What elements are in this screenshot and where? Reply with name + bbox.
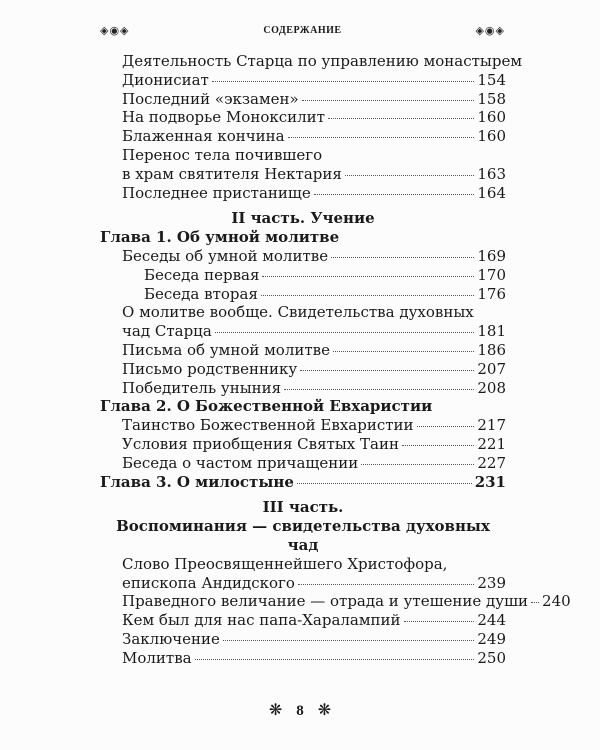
toc-entry bbox=[100, 341, 506, 360]
page-ref: 244 bbox=[477, 611, 506, 630]
entry-title: Беседы об умной молитве bbox=[122, 246, 329, 265]
entry-title: О молитве вообще. Свидетельства духовных bbox=[122, 303, 474, 322]
toc-entry bbox=[100, 555, 506, 574]
leader-dots bbox=[417, 426, 475, 427]
leader-dots bbox=[402, 445, 474, 446]
page-ref: 154 bbox=[477, 70, 506, 89]
leader-dots bbox=[331, 257, 474, 258]
toc-entry bbox=[100, 435, 506, 454]
entry-title: Беседа вторая bbox=[144, 284, 258, 303]
entry-title: Глава 3. О милостыне bbox=[100, 472, 294, 491]
page-ref: 239 bbox=[477, 573, 506, 592]
leader-dots bbox=[284, 389, 474, 390]
ornament-icon: ◈◉◈ bbox=[100, 23, 130, 37]
toc-entry bbox=[100, 165, 506, 184]
entry-title: Таинство Божественной Евхаристии bbox=[122, 416, 414, 435]
entry-title: епископа Андидского bbox=[122, 573, 295, 592]
entry-title: Праведного величание — отрада и утешение души bbox=[122, 592, 529, 611]
toc-entry bbox=[100, 184, 506, 203]
entry-title: Дионисиат bbox=[122, 70, 209, 89]
ornament-icon: ◈◉◈ bbox=[475, 23, 505, 37]
entry-title: чад Старца bbox=[122, 322, 212, 341]
leader-dots bbox=[223, 640, 474, 641]
toc-entry bbox=[100, 303, 506, 322]
toc-entry bbox=[100, 574, 506, 593]
entry-title: Письма об умной молитве bbox=[122, 340, 330, 359]
entry-title: Молитва bbox=[122, 648, 192, 667]
page-ref: 186 bbox=[477, 340, 506, 359]
entry-title: Последнее пристанище bbox=[122, 183, 311, 202]
entry-title: На подворье Моноксилит bbox=[122, 108, 325, 127]
leader-dots bbox=[531, 602, 539, 603]
page-ref: 221 bbox=[477, 434, 506, 453]
page-ref: 176 bbox=[477, 284, 506, 303]
entry-title: Глава 1. Об умной молитве bbox=[100, 228, 340, 247]
leader-dots bbox=[195, 659, 475, 660]
toc-entry bbox=[100, 285, 506, 304]
leader-dots bbox=[361, 464, 474, 465]
page-ref: 164 bbox=[477, 183, 506, 202]
toc-entry bbox=[100, 592, 571, 611]
entry-title: Беседа первая bbox=[144, 265, 260, 284]
page-ref: 240 bbox=[542, 592, 571, 611]
page-ref: 170 bbox=[477, 265, 506, 284]
entry-title: Условия приобщения Святых Таин bbox=[122, 434, 399, 453]
leader-dots bbox=[328, 118, 474, 119]
entry-title: Письмо родственнику bbox=[122, 359, 298, 378]
page-footer bbox=[0, 700, 600, 720]
chapter-entry bbox=[100, 397, 506, 416]
flourish-icon: ❋ bbox=[268, 702, 283, 719]
chapter-entry bbox=[100, 473, 506, 492]
leader-dots bbox=[261, 295, 474, 296]
part-title: II часть. Учение bbox=[231, 209, 375, 228]
entry-title: Деятельность Старца по управлению монастырем bbox=[122, 52, 523, 70]
leader-dots bbox=[212, 81, 475, 82]
entry-title: Блаженная кончина bbox=[122, 127, 285, 146]
page-ref: 231 bbox=[474, 472, 506, 491]
entry-title: Перенос тела почившего bbox=[122, 145, 323, 164]
toc-entry bbox=[100, 454, 506, 473]
entry-title: Глава 2. О Божественной Евхаристии bbox=[100, 397, 433, 416]
header-title: СОДЕРЖАНИЕ bbox=[263, 24, 342, 36]
section-heading: Воспоминания — свидетельства духовных чад bbox=[116, 517, 490, 554]
toc-entry bbox=[100, 266, 506, 285]
toc-entry bbox=[100, 247, 506, 266]
leader-dots bbox=[215, 332, 475, 333]
leader-dots bbox=[302, 100, 475, 101]
leader-dots bbox=[297, 483, 472, 484]
entry-title: Последний «экзамен» bbox=[122, 89, 299, 108]
page-ref: 208 bbox=[477, 378, 506, 397]
toc-entry bbox=[100, 379, 506, 398]
toc-entry bbox=[100, 52, 523, 71]
table-of-contents bbox=[100, 52, 571, 668]
page-ref: 158 bbox=[477, 89, 506, 108]
page-ref: 160 bbox=[477, 108, 506, 127]
page-ref: 250 bbox=[477, 648, 506, 667]
leader-dots bbox=[333, 351, 474, 352]
toc-entry bbox=[100, 649, 506, 668]
toc-entry bbox=[100, 108, 506, 127]
entry-title: Слово Преосвященнейшего Христофора, bbox=[122, 554, 448, 573]
page-number: 8 bbox=[296, 703, 304, 719]
part-title: III часть. bbox=[262, 498, 344, 517]
toc-entry bbox=[100, 416, 506, 435]
page-ref: 217 bbox=[477, 416, 506, 435]
leader-dots bbox=[345, 175, 475, 176]
leader-dots bbox=[300, 370, 474, 371]
toc-entry bbox=[100, 90, 506, 109]
leader-dots bbox=[262, 276, 474, 277]
running-header bbox=[100, 20, 505, 40]
leader-dots bbox=[288, 137, 475, 138]
page-ref: 163 bbox=[477, 164, 506, 183]
entry-title: Кем был для нас папа-Харалампий bbox=[122, 611, 401, 630]
leader-dots bbox=[404, 621, 475, 622]
entry-title: Победитель уныния bbox=[122, 378, 282, 397]
page-ref: 181 bbox=[477, 322, 506, 341]
toc-entry bbox=[100, 611, 506, 630]
page-ref: 160 bbox=[477, 127, 506, 146]
flourish-icon: ❋ bbox=[317, 702, 332, 719]
entry-title: Беседа о частом причащении bbox=[122, 453, 359, 472]
entry-title: Заключение bbox=[122, 629, 220, 648]
toc-entry bbox=[100, 71, 506, 90]
toc-entry bbox=[100, 360, 506, 379]
page-ref: 169 bbox=[477, 246, 506, 265]
toc-entry bbox=[100, 322, 506, 341]
page-ref: 249 bbox=[477, 629, 506, 648]
toc-entry bbox=[100, 146, 506, 165]
page-ref: 207 bbox=[477, 359, 506, 378]
leader-dots bbox=[298, 584, 474, 585]
leader-dots bbox=[314, 194, 475, 195]
toc-entry bbox=[100, 127, 506, 146]
chapter-entry bbox=[100, 228, 506, 247]
toc-entry bbox=[100, 630, 506, 649]
entry-title: в храм святителя Нектария bbox=[122, 164, 342, 183]
page-ref: 227 bbox=[477, 453, 506, 472]
